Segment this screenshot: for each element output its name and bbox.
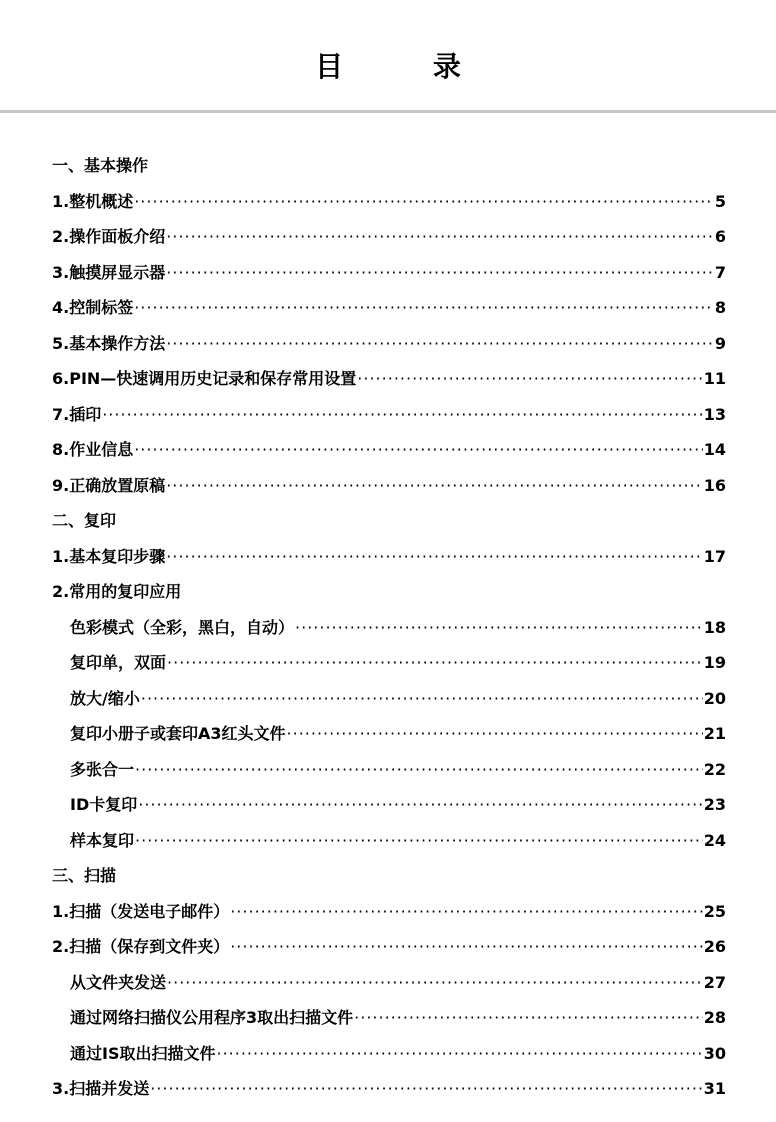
toc-leader-dots [135,831,703,851]
toc-entry-label: 8.作业信息 [52,440,134,459]
toc-leader-dots [230,937,703,957]
toc-leader-dots [230,902,703,922]
toc-leader-dots [295,618,703,638]
toc-entry [52,967,726,1003]
toc-entry-label: 3.触摸屏显示器 [52,262,166,282]
toc-entry [52,541,726,577]
toc-leader-dots [166,334,714,354]
toc-entry-label: 2.操作面板介绍 [52,227,166,246]
toc-entry-label: 复印单，双面 [70,653,167,672]
toc-leader-dots [138,795,702,815]
toc-page-number: 13 [703,404,726,424]
toc-entry-label: 从文件夹发送 [70,972,167,992]
toc-page-number: 7 [714,262,726,282]
toc-entry [52,612,726,648]
toc-leader-dots [166,476,703,496]
toc-entry-label: 样本复印 [70,830,135,850]
toc-page-number: 11 [703,369,726,388]
toc-entry-label: 三、扫描 [52,866,117,885]
toc-leader-dots [287,724,703,744]
toc-entry [52,896,726,932]
toc-leader-dots [166,547,703,567]
toc-entry-label: 二、复印 [52,511,117,530]
toc-entry-label: 3.扫描并发送 [52,1079,150,1098]
toc-page-number: 26 [703,937,726,956]
toc-entry [52,434,726,470]
toc-entry [52,221,726,257]
toc-page-number: 19 [703,653,726,672]
toc-leader-dots [166,227,714,247]
toc-leader-dots [354,1008,703,1028]
toc-entry-label: 一、基本操作 [52,156,149,175]
toc-page-number: 16 [703,475,726,495]
toc-entry-label: 2.常用的复印应用 [52,582,182,601]
toc-leader-dots [166,263,714,283]
toc-page-number: 8 [714,298,726,317]
toc-entry [52,754,726,790]
toc-page-number: 24 [703,830,726,850]
toc-entry [52,292,726,328]
toc-entry [52,1038,726,1074]
toc-page-number: 5 [714,191,726,211]
toc-section-heading [52,505,726,541]
toc-entry-label: 1.扫描（发送电子邮件） [52,901,230,921]
toc-entry [52,363,726,399]
toc-entry-label: 多张合一 [70,759,135,779]
toc-entry [52,1002,726,1038]
toc-entry [52,328,726,364]
toc-page-number: 18 [703,617,726,637]
toc-page-number: 21 [703,724,726,743]
toc-entry [52,931,726,967]
toc-section-heading [52,576,726,612]
toc-page-number: 17 [703,546,726,566]
toc-entry [52,683,726,719]
toc-page-number: 28 [703,1008,726,1027]
toc-entry-label: 4.控制标签 [52,298,134,317]
toc-page-number: 25 [703,901,726,921]
toc-page-number: 30 [703,1043,726,1063]
toc-leader-dots [102,405,703,425]
toc-entry [52,399,726,435]
toc-entry-label: 7.插印 [52,404,102,424]
toc-leader-dots [357,369,702,389]
toc-entry-label: 通过IS取出扫描文件 [70,1043,216,1063]
toc-leader-dots [134,298,714,318]
toc-page-number: 23 [703,795,726,814]
table-of-contents [52,150,726,1109]
toc-entry [52,718,726,754]
toc-leader-dots [134,192,714,212]
toc-entry-label: 9.正确放置原稿 [52,475,166,495]
toc-page-number: 27 [703,972,726,992]
toc-page-number: 6 [714,227,726,246]
toc-leader-dots [216,1044,702,1064]
toc-page-number: 22 [703,759,726,779]
toc-entry-label: 放大/缩小 [70,688,140,708]
toc-entry [52,1073,726,1109]
toc-section-heading [52,860,726,896]
toc-entry-label: ID卡复印 [70,795,138,814]
toc-entry [52,825,726,861]
toc-entry [52,470,726,506]
toc-entry-label: 5.基本操作方法 [52,333,166,353]
toc-entry-label: 通过网络扫描仪公用程序3取出扫描文件 [70,1008,354,1027]
toc-entry-label: 色彩模式（全彩，黑白，自动） [70,617,295,637]
toc-page-number: 20 [703,688,726,708]
toc-leader-dots [167,653,703,673]
toc-page-number: 31 [703,1079,726,1098]
toc-leader-dots [150,1079,703,1099]
toc-leader-dots [134,440,703,460]
toc-entry [52,186,726,222]
toc-page-number: 14 [703,440,726,459]
toc-entry-label: 复印小册子或套印A3红头文件 [70,724,286,743]
toc-entry-label: 1.基本复印步骤 [52,546,166,566]
toc-leader-dots [167,973,703,993]
toc-section-heading [52,150,726,186]
toc-entry-label: 2.扫描（保存到文件夹） [52,937,230,956]
toc-page-number: 9 [714,333,726,353]
title-divider [0,110,776,113]
toc-leader-dots [141,689,703,709]
toc-entry [52,789,726,825]
toc-entry [52,257,726,293]
toc-entry-label: 6.PIN—快速调用历史记录和保存常用设置 [52,369,357,388]
page-title: 目 录 [315,50,501,83]
toc-entry-label: 1.整机概述 [52,191,134,211]
toc-entry [52,647,726,683]
toc-leader-dots [135,760,703,780]
